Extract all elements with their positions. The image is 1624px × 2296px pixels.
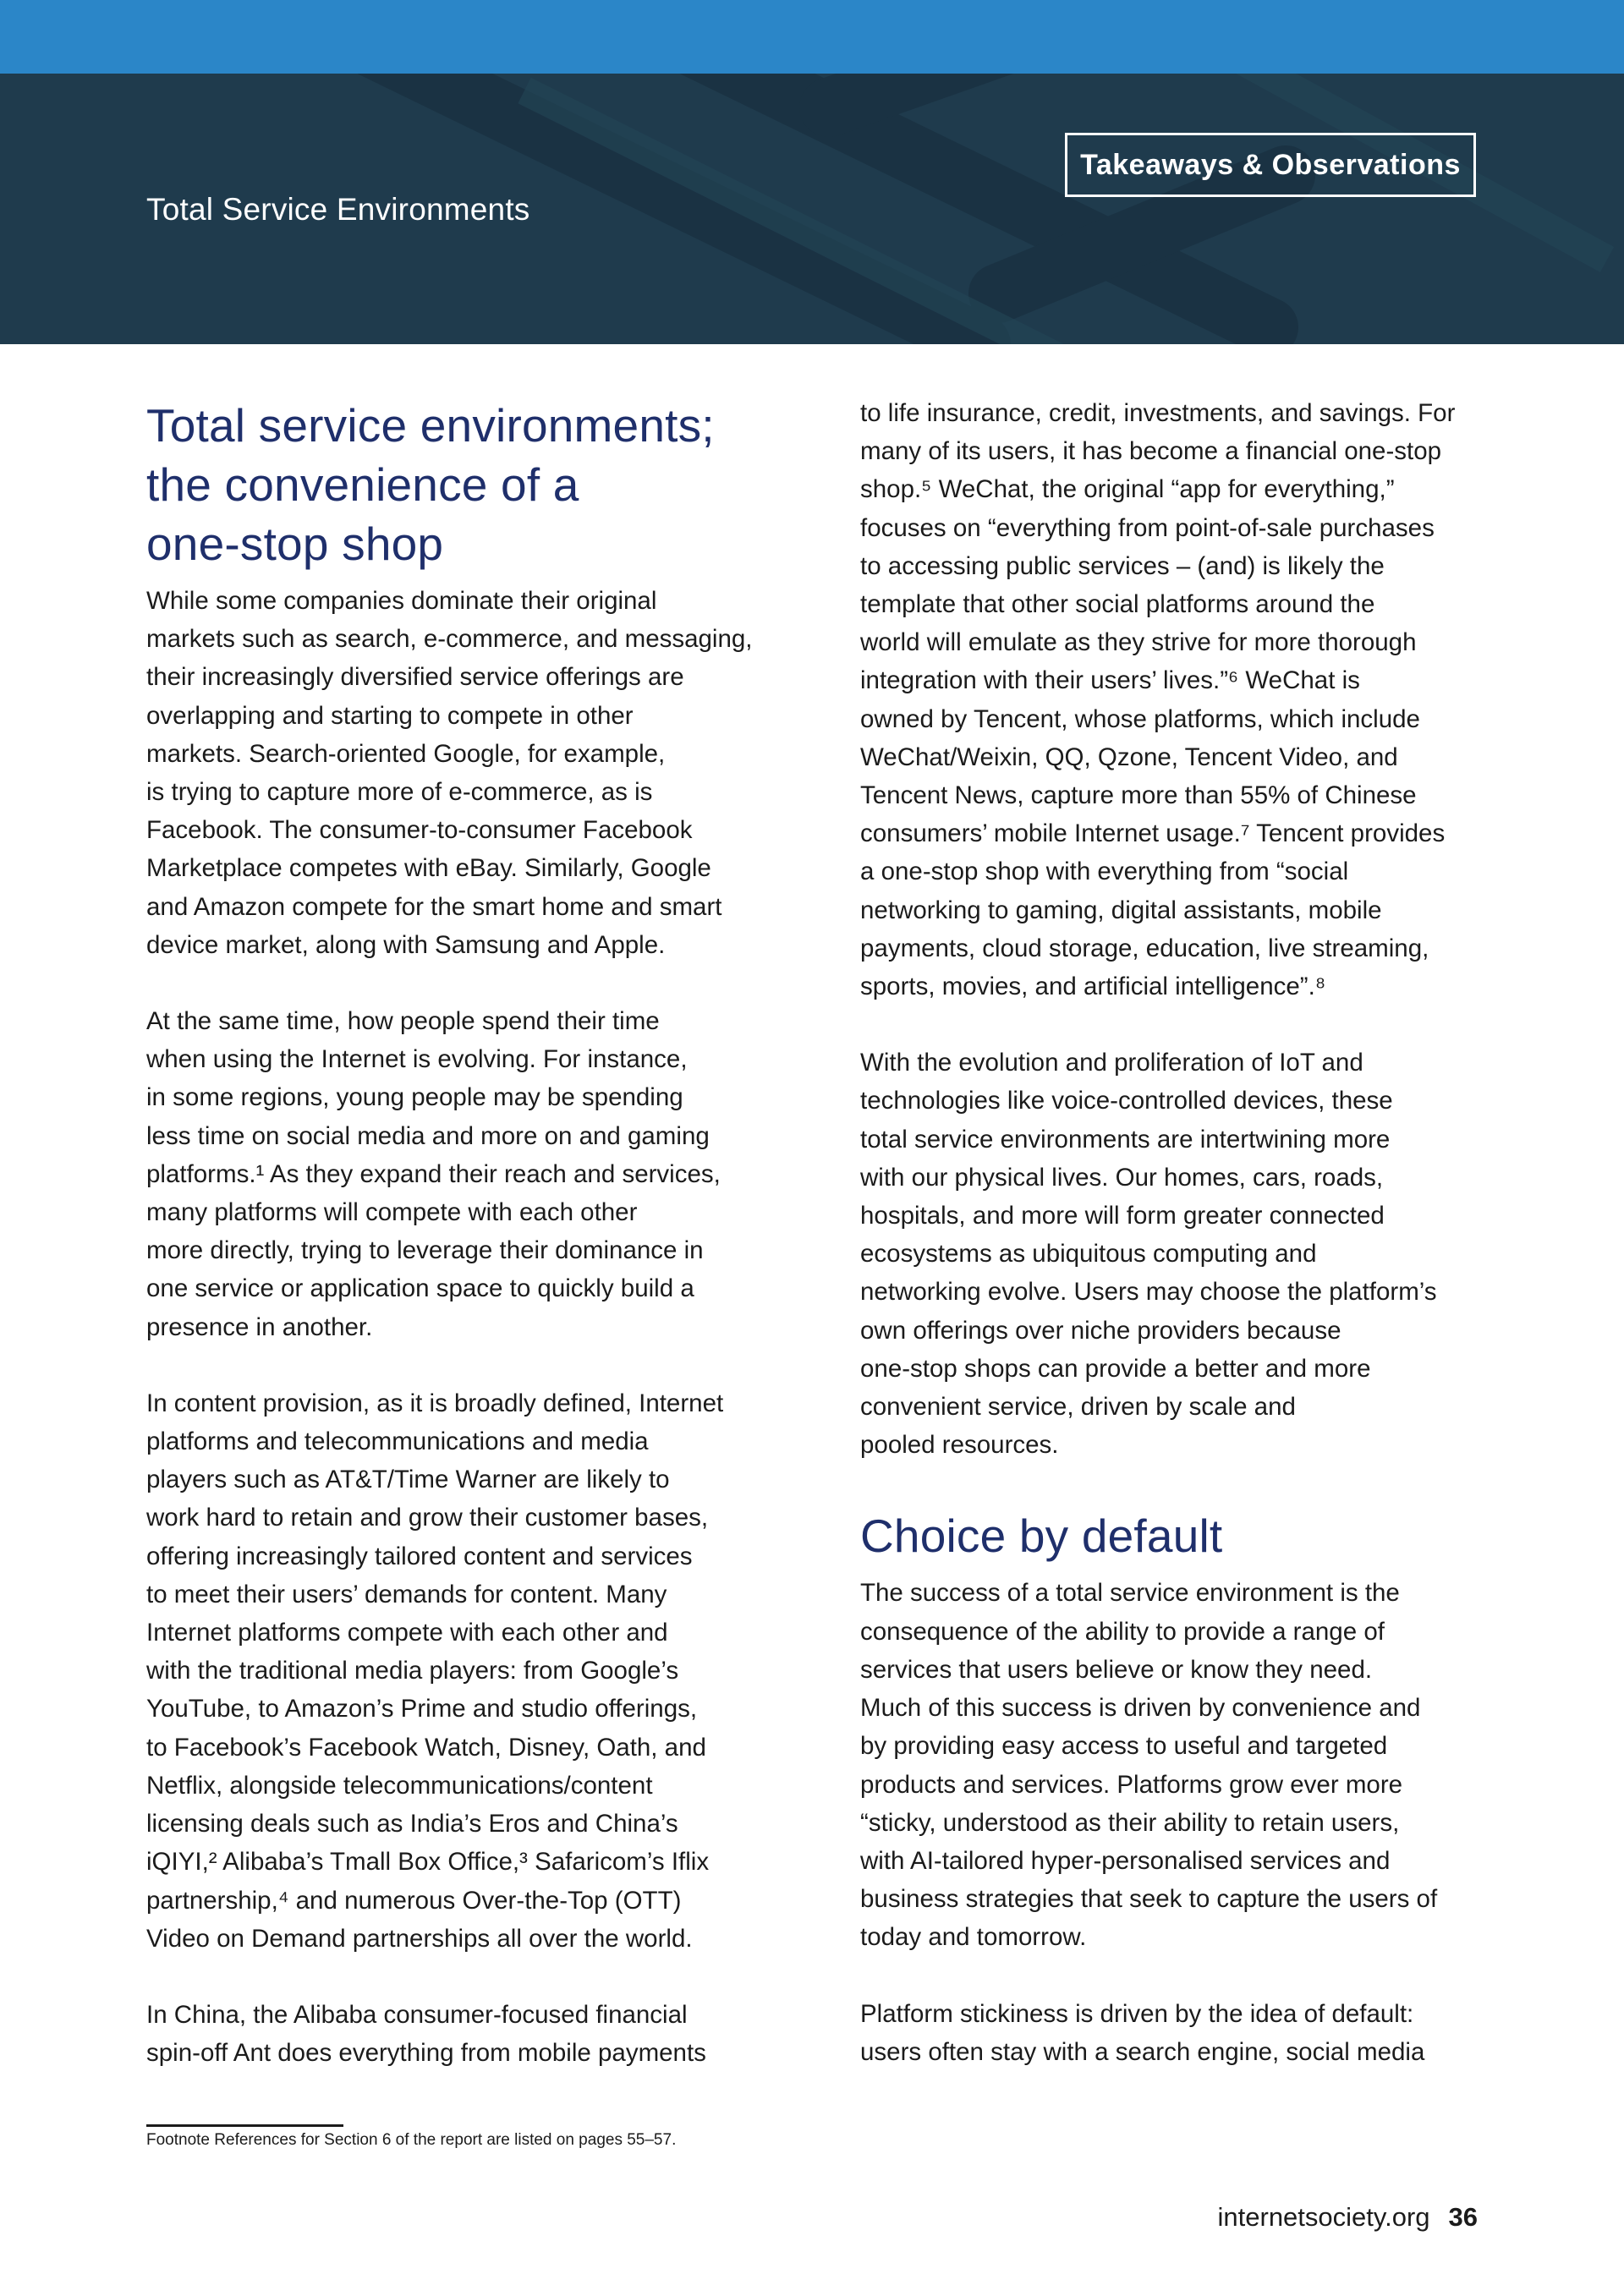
paragraph: At the same time, how people spend their time when using the Internet is evolving. For instance, in some regions, young people may be spending less time on social media and more on and gaming platforms.¹ As they expand their reach and services, many platforms will compete with each other more directly, trying to leverage their dominance in one service or application space to quickly build a presence in another. xyxy=(146,1007,721,1341)
page-footer xyxy=(1218,2202,1478,2233)
takeaways-badge: Takeaways & Observations xyxy=(1065,133,1476,197)
paragraph: While some companies dominate their original markets such as search, e-commerce, and messaging, their increasingly diversified service offerings are overlapping and starting to compete in other markets. Search-oriented Google, for example, is trying to capture more of e-commerce, as is Facebook. The consumer-to-consumer Facebook Marketplace competes with eBay. Similarly, Google and Amazon compete for the smart home and smart device market, along with Samsung and Apple. xyxy=(146,587,753,959)
top-accent-bar xyxy=(0,0,1624,74)
main-heading: Total service environments; the convenience of a one-stop shop xyxy=(146,399,715,570)
page-number: 36 xyxy=(1448,2202,1478,2232)
footnote-divider xyxy=(146,2124,343,2127)
paragraph: to life insurance, credit, investments, and savings. For many of its users, it has become a financial one-stop shop.⁵ WeChat, the original “app for everything,” focuses on “everything from point-of-sale purchases to accessing public services – (and) is likely the template that other social platforms around the world will emulate as they strive for more thorough integration with their users’ lives.”⁶ WeChat is owned by Tencent, whose platforms, which include WeChat/Weixin, QQ, Qzone, Tencent Video, and Tencent News, capture more than 55% of Chinese consumers’ mobile Internet usage.⁷ Tencent provides a one-stop shop with everything from “social networking to gaming, digital assistants, mobile payments, cloud storage, education, live streaming, sports, movies, and artificial intelligence”.⁸ xyxy=(860,399,1456,1001)
paragraph: In China, the Alibaba consumer-focused financial spin-off Ant does everything from mobile payments xyxy=(146,2000,706,2068)
paragraph: In content provision, as it is broadly defined, Internet platforms and telecommunications and media players such as AT&T/Time Warner are likely to work hard to retain and grow their customer bases, offering increasingly tailored content and services to meet their users’ demands for content. Many Internet platforms compete with each other and with the traditional media players: from Google’s YouTube, to Amazon’s Prime and studio offerings, to Facebook’s Facebook Watch, Disney, Oath, and Netflix, alongside telecommunications/content licensing deals such as India’s Eros and China’s iQIYI,² Alibaba’s Tmall Box Office,³ Safaricom’s Iflix partnership,⁴ and numerous Over-the-Top (OTT) Video on Demand partnerships all over the world. xyxy=(146,1389,724,1953)
footer-site-link[interactable]: internetsociety.org xyxy=(1217,2202,1430,2232)
subheading: Choice by default xyxy=(860,1510,1223,1563)
paragraph: Platform stickiness is driven by the idea of default: users often stay with a search engine, social media xyxy=(860,1999,1425,2066)
section-title: Total Service Environments xyxy=(146,192,530,227)
paragraph: With the evolution and proliferation of IoT and technologies like voice-controlled devices, these total service environments are intertwining more with our physical lives. Our homes, cars, roads, hospitals, and more will form greater connected ecosystems as ubiquitous computing and networking evolve. Users may choose the platform’s own offerings over niche providers because one-stop shops can provide a better and more convenient service, driven by scale and pooled resources. xyxy=(860,1049,1437,1460)
footnote: Footnote References for Section 6 of the report are listed on pages 55–57. xyxy=(146,2131,677,2149)
header-banner xyxy=(0,74,1624,344)
right-column xyxy=(860,394,1486,2071)
left-column xyxy=(146,396,772,2072)
paragraph: The success of a total service environment is the consequence of the ability to provide a range of services that users believe or know they need. Much of this success is driven by convenience and by providing easy access to useful and targeted products and services. Platforms grow ever more “sticky, understood as their ability to retain users, with AI-tailored hyper-personalised services and business strategies that seek to capture the users of today and tomorrow. xyxy=(860,1579,1438,1952)
